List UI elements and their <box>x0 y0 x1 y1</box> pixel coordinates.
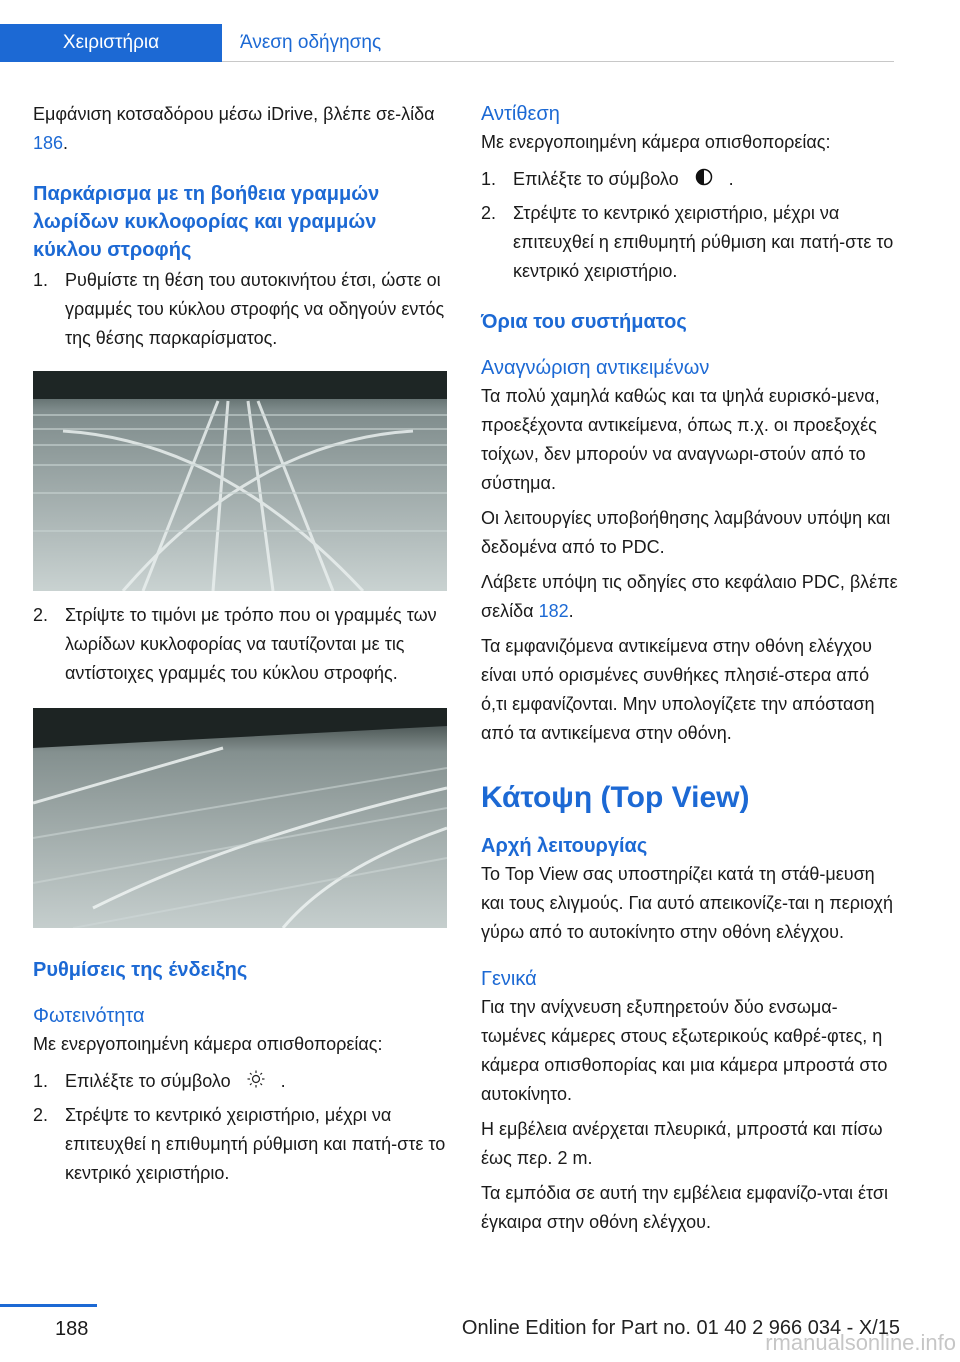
step-number: 2. <box>33 605 49 625</box>
camera-active-text: Με ενεργοποιημένη κάμερα οπισθοπορείας: <box>33 1034 383 1054</box>
step-text: Στρέψτε το κεντρικό χειριστήριο, μέχρι να επιτευχθεί η επιθυμητή ρύθμιση και πατή-στε το κεντρικό χειριστήριο. <box>65 1104 446 1183</box>
page-header <box>0 0 960 66</box>
header-divider <box>222 61 894 62</box>
heading-topview: Κάτοψη (Top View) <box>481 780 750 814</box>
brightness-steps <box>33 1067 449 1188</box>
step-text: Στρίψτε το τιμόνι με τρόπο που οι γραμμές των λωρίδων κυκλοφορίας να ταυτίζονται με τις αντίστοιχες γραμμές του κύκλου στροφής. <box>65 605 437 683</box>
sun-icon <box>247 1068 265 1097</box>
heading-principle: Αρχή λειτουργίας <box>481 834 648 857</box>
page-number-rule <box>0 1304 97 1307</box>
heading-brightness: Φωτεινότητα <box>33 1005 145 1027</box>
heading-contrast: Αντίθεση <box>481 103 560 125</box>
heading-limits: Όρια του συστήματος <box>481 310 687 333</box>
heading-general: Γενικά <box>481 967 537 990</box>
parking-steps-2 <box>33 601 449 688</box>
left-column <box>33 100 449 1188</box>
paragraph: Τα εμπόδια σε αυτή την εμβέλεια εμφανίζο-νται έτσι έγκαιρα στην οθόνη ελέγχου. <box>481 1182 888 1232</box>
edition-text: Online Edition for Part no. 01 40 2 966 034 - X/15 <box>461 1317 900 1339</box>
paragraph: Το Top View σας υποστηρίζει κατά τη στάθ-μευση και τους ελιγμούς. Για αυτό απεικονίζε-ται η περιοχή γύρω από το αυτοκίνητο στην οθόνη ελέγχου. <box>481 863 893 942</box>
heading-settings: Ρυθμίσεις της ένδειξης <box>33 959 248 981</box>
list-item <box>481 199 899 286</box>
camera-active-text: Με ενεργοποιημένη κάμερα οπισθοπορείας: <box>481 132 831 152</box>
step-number: 1. <box>33 270 49 290</box>
right-column <box>481 100 899 1237</box>
page-number: 188 <box>55 1318 89 1340</box>
contrast-steps <box>481 165 899 286</box>
header-subsection[interactable]: Άνεση οδήγησης <box>240 32 382 53</box>
step-number: 2. <box>33 1104 49 1125</box>
intro-end: . <box>63 133 69 153</box>
step-text: Επιλέξτε το σύμβολο <box>513 169 679 189</box>
list-item: 1. Επιλέξτε το σύμβολο . <box>481 165 899 195</box>
intro-text: Εμφάνιση κοτσαδόρου μέσω iDrive, βλέπε σε-λίδα <box>33 104 435 124</box>
paragraph: Τα πολύ χαμηλά καθώς και τα ψηλά ευρισκό-μενα, προεξέχοντα αντικείμενα, όπως π.χ. οι προεξοχές τοίχων, δεν μπορούν να αναγνωρι-στούν από το σύστημα. <box>481 385 880 493</box>
list-item <box>33 1101 449 1188</box>
step-number: 2. <box>481 202 497 223</box>
list-item: 1. Επιλέξτε το σύμβολο . <box>33 1067 449 1097</box>
header-section-tab[interactable]: Χειριστήρια <box>0 24 222 62</box>
step-text: Ρυθμίστε τη θέση του αυτοκινήτου έτσι, ώστε οι γραμμές του κύκλου στροφής να οδηγούν εντός της θέσης παρκαρίσματος. <box>65 270 445 348</box>
paragraph: Για την ανίχνευση εξυπηρετούν δύο ενσωμα-τωμένες κάμερες στους εξωτερικούς καθρέ-φτες, η κάμερα οπισθοπορίας και μια κάμερα μπροστά στο αυτοκίνητο. <box>481 996 888 1104</box>
step-number: 1. <box>481 169 497 189</box>
heading-detection: Αναγνώριση αντικειμένων <box>481 356 710 379</box>
contrast-icon <box>695 166 713 195</box>
paragraph: Οι λειτουργίες υποβοήθησης λαμβάνουν υπόψη και δεδομένα από το PDC. <box>481 507 891 557</box>
intro-paragraph <box>33 100 449 158</box>
paragraph: Λάβετε υπόψη τις οδηγίες στο κεφάλαιο PDC, βλέπε σελίδα 182. <box>481 571 898 621</box>
watermark: rmanualsonline.info <box>765 1330 956 1355</box>
page-link-186[interactable]: 186 <box>33 133 64 153</box>
list-item <box>33 601 449 688</box>
parking-steps <box>33 266 449 353</box>
heading-parking: Παρκάρισμα με τη βοήθεια γραμμών λωρίδων κυκλοφορίας και γραμμών κύκλου στροφής <box>33 183 380 261</box>
list-item <box>33 266 449 353</box>
camera-view-image-2 <box>33 708 447 928</box>
paragraph: Η εμβέλεια ανέρχεται πλευρικά, μπροστά και πίσω έως περ. 2 m. <box>481 1118 883 1168</box>
page-link-182[interactable]: 182 <box>538 600 569 621</box>
step-text: Επιλέξτε το σύμβολο <box>65 1071 231 1091</box>
step-number: 1. <box>33 1071 49 1091</box>
paragraph: Τα εμφανιζόμενα αντικείμενα στην οθόνη ελέγχου είναι υπό ορισμένες συνθήκες πλησιέ-στερα από ό,τι εμφανίζονται. Μην υπολογίζετε την απόσταση από τα αντικείμενα στην οθόνη. <box>481 635 875 743</box>
camera-view-image-1 <box>33 371 447 591</box>
step-text: Στρέψτε το κεντρικό χειριστήριο, μέχρι να επιτευχθεί η επιθυμητή ρύθμιση και πατή-στε το κεντρικό χειριστήριο. <box>513 202 894 281</box>
